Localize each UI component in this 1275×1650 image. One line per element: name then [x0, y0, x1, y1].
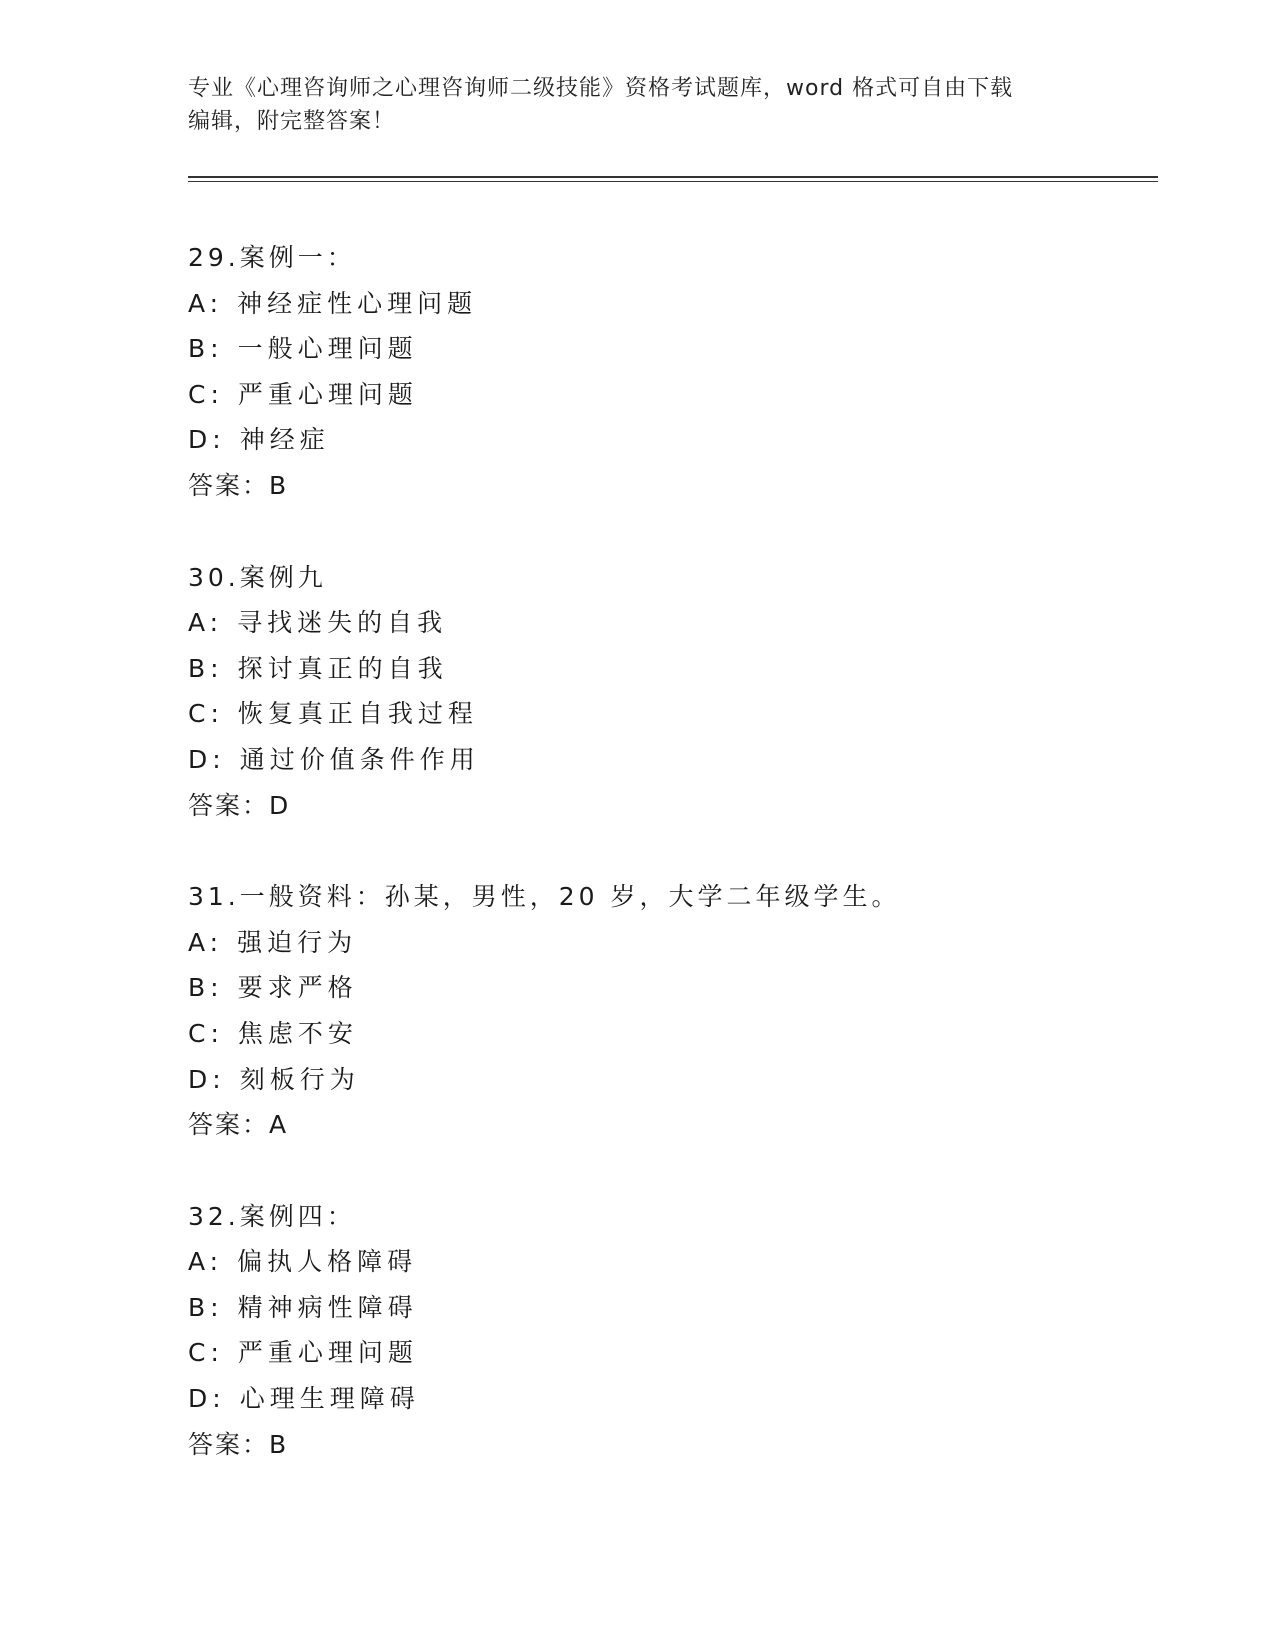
option-text: 强迫行为 [237, 927, 358, 957]
option-text: 严重心理问题 [237, 1338, 418, 1368]
option-d [188, 1376, 1148, 1422]
question-stem: 29.案例一： [188, 243, 356, 272]
option-label: C: [188, 1338, 224, 1368]
option-a [188, 600, 1148, 646]
question-stem: 31.一般资料：孙某，男性，20 岁，大学二年级学生。 [188, 882, 901, 912]
option-text: 焦虑不安 [237, 1018, 358, 1048]
header-divider [188, 176, 1158, 182]
option-text: 神经症性心理问题 [237, 288, 478, 318]
option-label: A: [188, 288, 224, 318]
option-label: C: [188, 1018, 224, 1048]
option-text: 通过价值条件作用 [239, 744, 480, 774]
option-b [188, 646, 1148, 692]
question-list [188, 235, 1148, 1513]
option-label: B: [188, 973, 224, 1003]
option-label: D: [188, 1384, 226, 1414]
option-c [188, 691, 1148, 737]
option-label: D: [188, 1064, 226, 1094]
option-label: C: [188, 699, 224, 729]
option-text: 一般心理问题 [237, 334, 418, 364]
option-label: A: [188, 927, 224, 957]
question-30 [188, 555, 1148, 829]
document-header [188, 72, 1088, 138]
option-label: B: [188, 334, 224, 364]
option-text: 恢复真正自我过程 [237, 699, 478, 729]
option-d [188, 1057, 1148, 1103]
option-label: A: [188, 1247, 224, 1277]
option-text: 严重心理问题 [237, 379, 418, 409]
option-text: 心理生理障碍 [239, 1384, 420, 1414]
option-b [188, 326, 1148, 372]
option-text: 要求严格 [237, 973, 358, 1003]
option-label: B: [188, 653, 224, 683]
question-stem: 32.案例四： [188, 1201, 356, 1231]
question-29 [188, 235, 1148, 509]
option-c [188, 372, 1148, 418]
header-line-2: 编辑，附完整答案！ [188, 109, 396, 134]
header-line-1: 专业《心理咨询师之心理咨询师二级技能》资格考试题库，word 格式可自由下载 [188, 76, 1014, 101]
question-31 [188, 874, 1148, 1148]
option-a [188, 281, 1148, 327]
answer-line: 答案：A [188, 1110, 289, 1140]
option-d [188, 737, 1148, 783]
question-32 [188, 1194, 1148, 1468]
option-text: 寻找迷失的自我 [237, 608, 448, 638]
option-text: 刻板行为 [239, 1064, 360, 1094]
option-text: 神经症 [239, 425, 330, 455]
option-text: 精神病性障碍 [237, 1292, 418, 1322]
option-c [188, 1330, 1148, 1376]
option-label: B: [188, 1292, 224, 1322]
option-label: D: [188, 744, 226, 774]
question-stem: 30.案例九 [188, 562, 327, 592]
option-c [188, 1011, 1148, 1057]
option-a [188, 1239, 1148, 1285]
option-text: 探讨真正的自我 [237, 653, 448, 683]
answer-line: 答案：D [188, 790, 291, 820]
option-text: 偏执人格障碍 [237, 1247, 418, 1277]
answer-line: 答案：B [188, 470, 289, 500]
option-d [188, 417, 1148, 463]
option-label: C: [188, 379, 224, 409]
option-b [188, 965, 1148, 1011]
option-b [188, 1285, 1148, 1331]
option-a [188, 920, 1148, 966]
option-label: A: [188, 608, 224, 638]
answer-line: 答案：B [188, 1429, 289, 1459]
option-label: D: [188, 425, 226, 455]
